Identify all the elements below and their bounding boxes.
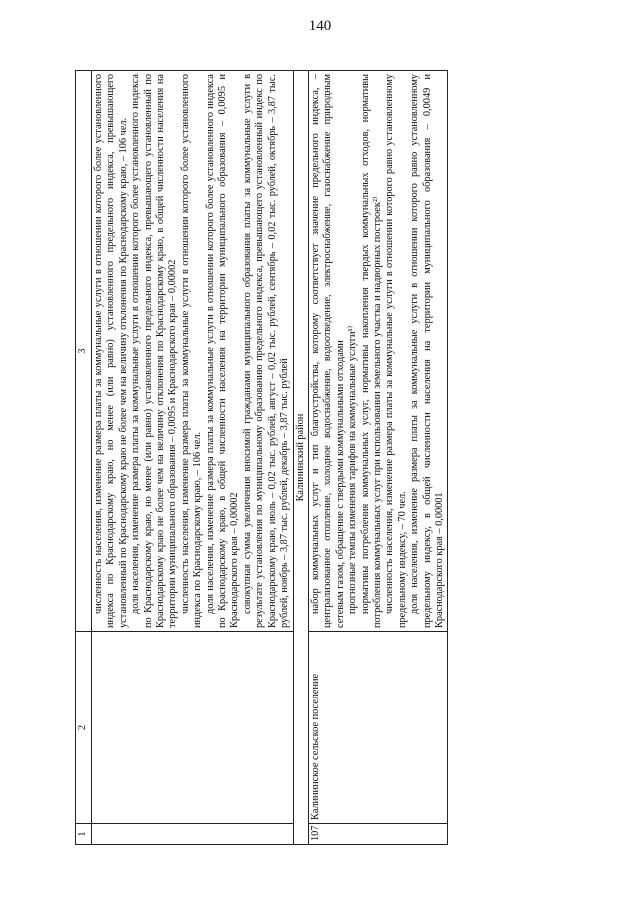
page-number: 140 bbox=[308, 18, 332, 34]
table-row bbox=[308, 71, 447, 845]
indicator-paragraph: совокупная сумма увеличения вносимой гражданами муниципального образования платы за коммунальные услуги в результате установления по муниципальному образованию предельного индекса, превышающего установленный индекс по Краснодарскому краю, июль – 0,02 тыс. рублей, август – 0,02 тыс. рублей, сентябрь – 0,02 тыс. рублей, октябрь – 3,87 тыс. рублей, ноябрь – 3,87 тыс. рублей, декабрь – 3,87 тыс. рублей bbox=[241, 74, 291, 628]
district-row bbox=[293, 71, 308, 845]
header-col-3: 3 bbox=[76, 71, 92, 632]
indicator-paragraph: численность населения, изменение размера платы за коммунальные услуги в отношении которого более установленного индекса по Краснодарскому краю, – 106 чел. bbox=[179, 74, 204, 628]
indicator-paragraph: набор коммунальных услуг и тип благоустройства, которому соответствует значение предельного индекса, – централизованное отопление, холодное водоснабжение, водоотведение, электроснабжение, газоснабжение природным сетевым газом, обращение с твердыми коммунальными отходами bbox=[309, 74, 346, 628]
continuation-number-cell bbox=[92, 824, 294, 845]
table-header-row bbox=[76, 71, 92, 845]
header-col-1: 1 bbox=[76, 824, 92, 845]
district-heading: Калининский район bbox=[293, 71, 308, 845]
row-number: 107 bbox=[308, 824, 447, 845]
indicator-paragraph: прогнозные темпы изменения тарифов на коммунальные услуги¹⁾ bbox=[347, 325, 359, 614]
continuation-name-cell bbox=[92, 632, 294, 824]
indicator-paragraph: доля населения, изменение размера платы за коммунальные услуги в отношении которого более установленного индекса по Краснодарскому краю, но менее (или равно) установленного предельного индекса, превышающего установленный по Краснодарскому краю не более чем на величину отклонения по Краснодарскому краю, в общей численности населения на территории муниципального образования – 0,0095 и Краснодарского края – 0,00002 bbox=[130, 74, 179, 628]
settlement-name: Калининское сельское поселение bbox=[308, 632, 447, 824]
indicator-paragraph: численность населения, изменение размера платы за коммунальные услуги в отношении которого равно установленному предельному индексу, – 70 чел. bbox=[384, 74, 408, 628]
data-table bbox=[75, 70, 448, 845]
indicator-paragraph: доля населения, изменение размера платы за коммунальные услуги в отношении которого равно установленному предельному индексу, в общей численности населения на территории муниципального образования – 0,0049 и Краснодарского края – 0,00001 bbox=[409, 74, 445, 628]
continuation-indicators-cell bbox=[92, 71, 294, 632]
header-col-2: 2 bbox=[76, 632, 92, 824]
row-indicators-cell bbox=[308, 71, 447, 632]
indicator-paragraph: доля населения, изменение размера платы за коммунальные услуги в отношении которого более установленного индекса по Краснодарскому краю, в общей численности населения на территории муниципального образования – 0,0095 и Краснодарского края – 0,00002 bbox=[204, 74, 241, 628]
indicator-paragraph: численность населения, изменение размера платы за коммунальные услуги в отношении которого более установленного индекса по Краснодарскому краю, но менее (или равно) установленного предельного индекса, превышающего установленный по Краснодарскому краю не более чем на величину отклонения по Краснодарскому краю, – 106 чел. bbox=[93, 74, 129, 628]
rotated-table-container bbox=[75, 70, 630, 845]
indicator-paragraph: нормативы потребления коммунальных услуг, нормативы накопления твердых коммунальных отходов, нормативы потребления коммунальных услуг при использовании земельного участка и надворных построек²⁾ bbox=[359, 74, 383, 628]
continuation-row bbox=[92, 71, 294, 845]
